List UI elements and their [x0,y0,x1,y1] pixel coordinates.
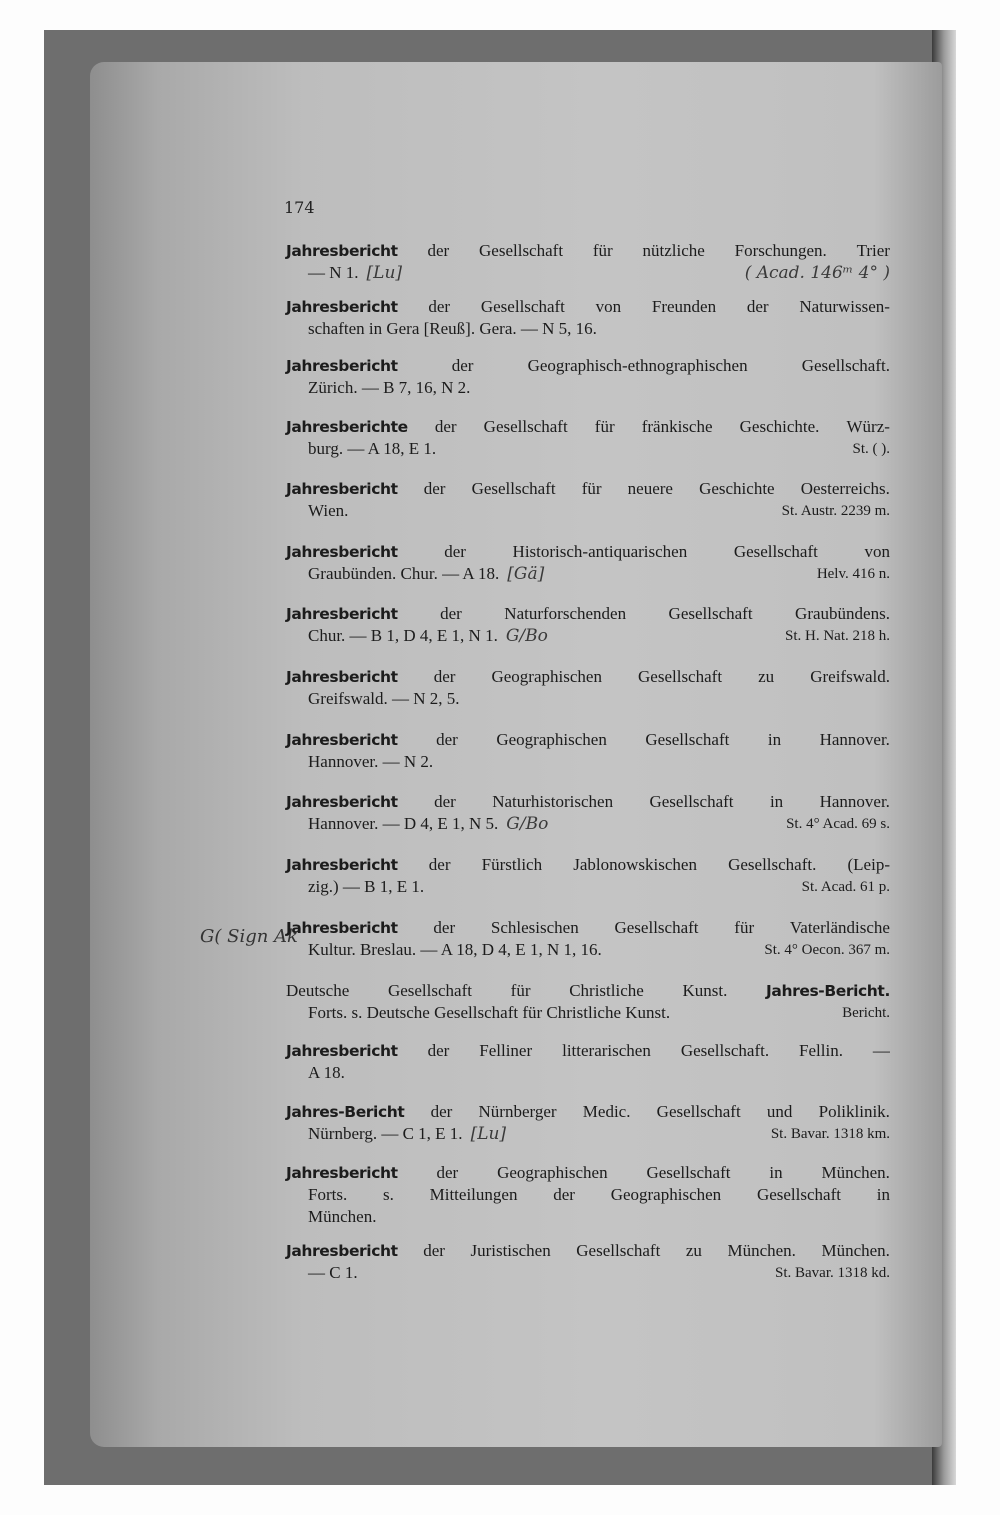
entry-word: der [436,1163,459,1182]
entry-heading: Jahresbericht [286,731,398,749]
entry-word: Geographischen [497,1163,608,1182]
entry-word: für [594,417,615,436]
entry-word: nützliche [642,241,705,260]
entry-word: in [767,730,782,749]
entry-holdings [308,1062,345,1084]
entry-word: fränkische [641,417,713,436]
entry-holdings [308,939,602,961]
catalog-entry [286,917,890,961]
entry-line [286,813,890,835]
entry-word: München. [727,1241,796,1260]
entry-word: der [433,667,456,686]
entry-holdings [308,751,433,773]
entry-word: Mitteilungen [429,1185,518,1204]
entry-word: Würz- [846,417,890,436]
entry-heading: Jahresbericht [286,1242,398,1260]
entry-word: der [427,241,450,260]
entry-first-line [286,541,890,563]
entry-holdings [308,1123,506,1145]
entry-word: Gesellschaft. [680,1041,770,1060]
shelfmark: St. Acad. 61 p. [801,879,890,895]
entry-word: Gesellschaft [387,981,472,1000]
entry-word: der [423,479,446,498]
catalog-entry [286,541,890,585]
entry-word: in [769,792,784,811]
entry-line [286,751,890,773]
page-number: 174 [284,198,315,217]
entry-word: Greifswald. [810,667,890,686]
handwritten-note: [Gä] [507,564,545,584]
entry-word: Geographischen [491,667,602,686]
entry-word: der [553,1185,575,1204]
catalog-entry [286,666,890,710]
entry-word: München. [821,1163,890,1182]
shelfmark: St. Bavar. 1318 kd. [775,1265,890,1281]
entry-word: Geographischen [610,1185,722,1204]
entry-word: Gesellschaft [646,1163,731,1182]
entry-word: Christliche [569,981,644,1000]
shelfmark: St. Austr. 2239 m. [781,503,890,519]
entry-holdings [308,377,470,399]
catalog-entry [286,296,890,340]
entry-word: der [451,356,474,375]
entry-word: Oesterreichs. [800,479,890,498]
entry-word: der [434,792,456,811]
shelfmark: Helv. 416 n. [816,566,890,582]
catalog-entry [286,478,890,522]
entry-holdings [308,563,544,585]
entry-word: Gesellschaft [645,730,730,749]
entry-first-line [286,791,890,813]
entry-word: der [444,542,466,561]
entry-first-line [286,666,890,688]
entry-first-line [286,854,890,876]
entry-word: und [766,1102,793,1121]
entry-heading: Jahresbericht [286,919,398,937]
entry-word: Gesellschaft [656,1102,741,1121]
entry-heading: Jahres-Bericht [286,1103,405,1121]
entry-word: Gesellschaft [649,792,734,811]
entry-word: Naturhistorischen [492,792,614,811]
entry-word: der [423,1241,445,1260]
entry-line [286,1206,890,1228]
catalog-entry [286,355,890,399]
entry-word: litterarischen [562,1041,651,1060]
entry-holdings [308,1206,376,1228]
holdings-text: Forts. s. Deutsche Gesellschaft für Christliche Kunst. [308,1003,671,1022]
entry-word: Nürnberger [478,1102,557,1121]
entry-word: Vaterländische [789,918,890,937]
holdings-text: A 18. [308,1063,345,1082]
entry-heading: Jahresbericht [286,856,398,874]
entry-line [286,1262,890,1284]
entry-word: Gesellschaft. [728,855,817,874]
entry-word: für [510,981,531,1000]
entry-word: Geschichte. [739,417,820,436]
entry-line [286,688,890,710]
entry-holdings [308,813,548,835]
entry-word: zu [685,1241,702,1260]
entry-word: München. [821,1241,890,1260]
entry-word: Forschungen. [734,241,827,260]
entry-word: Fürstlich [481,855,543,874]
entry-word: Geographischen [496,730,607,749]
entry-word: für [581,479,602,498]
holdings-text: burg. — A 18, E 1. [308,439,437,458]
entry-heading: Jahresbericht [286,1164,398,1182]
entry-word: Jablonowskischen [573,855,697,874]
entry-word: Trier [856,241,890,260]
entry-word: in [876,1185,890,1204]
holdings-text: Graubünden. Chur. — A 18. [308,564,500,583]
handwritten-note: [Lu] [366,263,403,283]
entry-word: Deutsche [286,981,350,1000]
entry-word: Felliner [479,1041,533,1060]
entry-word: der [428,855,451,874]
entry-heading: Jahresberichte [286,418,408,436]
holdings-text: München. [308,1207,377,1226]
entry-word: — [872,1041,890,1060]
holdings-text: Hannover. — D 4, E 1, N 5. [308,814,499,833]
entry-first-line [286,355,890,377]
entry-first-line [286,1240,890,1262]
handwritten-note: G/Bo [505,626,548,646]
catalog-entry [286,980,890,1024]
entry-line [286,1123,890,1145]
holdings-text: Chur. — B 1, D 4, E 1, N 1. [308,626,498,645]
catalog-entry [286,1040,890,1084]
shelfmark: St. H. Nat. 218 h. [785,628,890,644]
entry-heading: Jahresbericht [286,357,398,375]
catalog-entry [286,729,890,773]
entry-word: Gesellschaft [480,297,565,316]
entry-word: Gesellschaft [471,479,556,498]
entry-first-line [286,1101,890,1123]
entry-heading: Jahresbericht [286,543,398,561]
entry-holdings [308,1262,358,1284]
shelfmark: St. Bavar. 1318 km. [770,1126,890,1142]
entry-line [286,438,890,460]
entry-line [286,939,890,961]
entry-word: Gesellschaft [756,1185,841,1204]
handwritten-note: [Lu] [470,1124,507,1144]
entry-word: von [595,297,622,316]
entry-word: Gesellschaft [668,604,753,623]
entry-word: der [433,918,456,937]
entry-word: (Leip- [847,855,890,874]
entry-word: der [427,1041,450,1060]
holdings-text: zig.) — B 1, E 1. [308,877,425,896]
entry-line [286,1002,890,1024]
entry-word: Fellin. [799,1041,843,1060]
entry-holdings [308,1002,670,1024]
entry-word: Geschichte [699,479,775,498]
entry-first-line [286,478,890,500]
entry-word: zu [758,667,775,686]
entry-word: Gesellschaft [483,417,568,436]
entry-word: Naturforschenden [504,604,627,623]
shelfmark: ( Acad. 146ᵐ 4° ) [744,263,890,283]
entry-word: der [428,297,451,316]
entry-word: neuere [627,479,673,498]
entry-holdings [308,262,402,284]
entry-holdings [308,500,348,522]
entry-word: Forts. [308,1185,348,1204]
entry-word: Freunden [651,297,717,316]
entry-first-line [286,1162,890,1184]
entry-holdings [308,688,460,710]
entry-word: der [430,1102,453,1121]
catalog-entry [286,240,890,284]
holdings-text: Kultur. Breslau. — A 18, D 4, E 1, N 1, 16. [308,940,602,959]
entry-first-line [286,296,890,318]
entry-heading: Jahresbericht [286,242,398,260]
entry-word: der [440,604,462,623]
entry-heading: Jahresbericht [286,1042,398,1060]
entry-first-line [286,980,890,1002]
holdings-text: Zürich. — B 7, 16, N 2. [308,378,471,397]
entry-heading: Jahresbericht [286,668,398,686]
holdings-text: schaften in Gera [Reuß]. Gera. — N 5, 16. [308,319,597,338]
entry-word: Historisch-antiquarischen [512,542,688,561]
entry-heading: Jahres-Bericht. [766,982,890,1000]
entry-word: Schlesischen [490,918,579,937]
catalog-entry [286,1162,890,1228]
entry-word: Graubündens. [795,604,890,623]
entry-word: Hannover. [819,792,890,811]
entry-line [286,625,890,647]
holdings-text: Nürnberg. — C 1, E 1. [308,1124,463,1143]
entry-line [286,500,890,522]
entry-heading: Jahresbericht [286,605,398,623]
entry-word: Gesellschaft [479,241,564,260]
entry-word: Gesellschaft. [801,356,890,375]
entry-word: Naturwissen- [799,297,890,316]
entry-word: Geographisch-ethnographischen [527,356,748,375]
holdings-text: Greifswald. — N 2, 5. [308,689,460,708]
entry-word: für [734,918,755,937]
entry-first-line [286,1040,890,1062]
entry-word: Gesellschaft [733,542,818,561]
holdings-text: — C 1. [308,1263,358,1282]
entry-first-line [286,729,890,751]
entry-heading: Jahresbericht [286,298,398,316]
catalog-entry [286,416,890,460]
entry-word: Poliklinik. [818,1102,890,1121]
entry-line [286,1062,890,1084]
shelfmark: St. 4° Oecon. 367 m. [764,942,890,958]
shelfmark: St. ( ). [852,441,890,457]
catalog-entry [286,1101,890,1145]
entry-word: für [592,241,613,260]
handwritten-note: G/Bo [506,814,549,834]
entry-word: der [746,297,769,316]
entry-heading: Jahresbericht [286,480,398,498]
entry-word: Gesellschaft [576,1241,661,1260]
catalog-entry [286,791,890,835]
entry-holdings [308,438,436,460]
entry-word: Hannover. [819,730,890,749]
entry-word: der [434,417,457,436]
entry-line [286,563,890,585]
entry-word: Gesellschaft [638,667,723,686]
entry-first-line [286,416,890,438]
entry-heading: Jahresbericht [286,793,398,811]
entry-word: s. [382,1185,394,1204]
holdings-text: — N 1. [308,263,359,282]
entry-line [286,318,890,340]
entry-word: Juristischen [470,1241,551,1260]
catalog-entry [286,1240,890,1284]
entry-word: Gesellschaft [614,918,699,937]
shelfmark: St. 4° Acad. 69 s. [786,816,890,832]
entry-line [286,377,890,399]
shelfmark: Bericht. [842,1005,890,1021]
entry-line [286,876,890,898]
catalog-entry [286,603,890,647]
entry-holdings [308,876,424,898]
holdings-text: Wien. [308,501,349,520]
catalog-entry [286,854,890,898]
handwritten-margin-note: G( Sign Ak [200,926,298,947]
entry-word: von [864,542,890,561]
entry-word: Kunst. [682,981,728,1000]
entry-line [286,262,890,284]
entry-word: Medic. [582,1102,631,1121]
holdings-text: Hannover. — N 2. [308,752,434,771]
entry-word: in [769,1163,783,1182]
entry-first-line [286,603,890,625]
entry-holdings [308,625,548,647]
entry-word: der [436,730,458,749]
entry-line [286,1184,890,1206]
entry-holdings [308,318,597,340]
entry-first-line [286,917,890,939]
entry-first-line [286,240,890,262]
